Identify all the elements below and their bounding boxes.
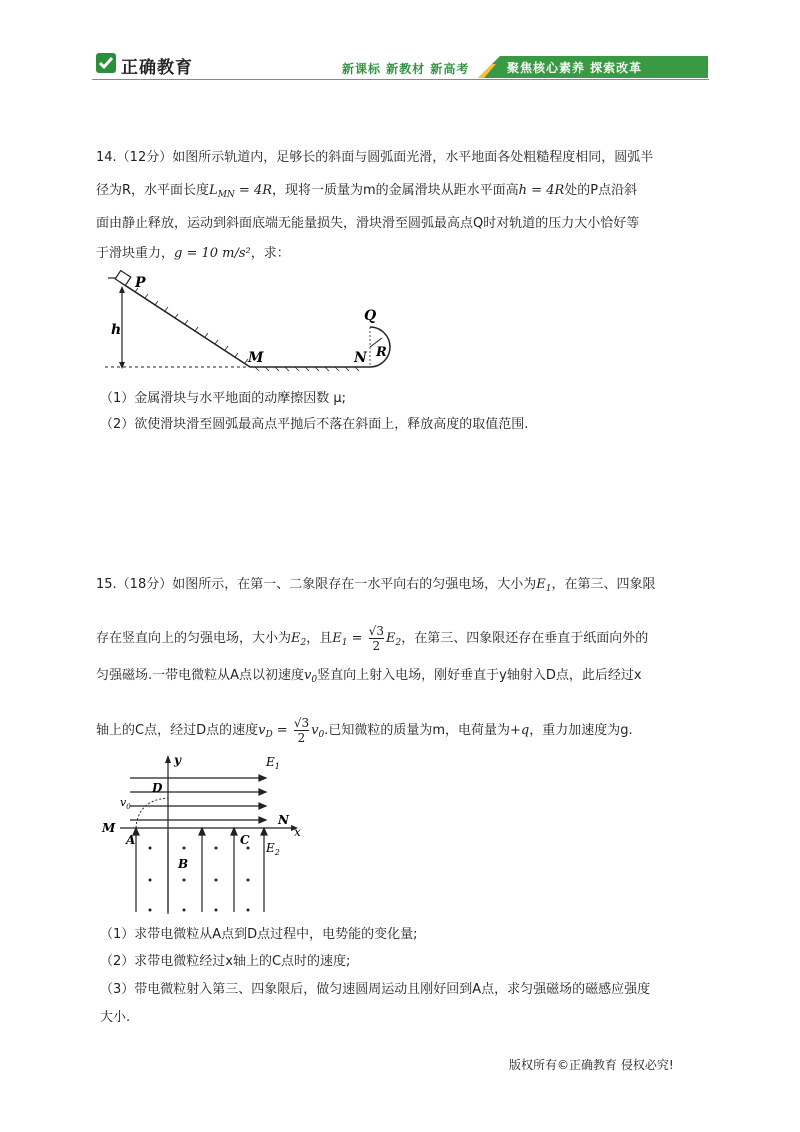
footer-copyright: 版权所有©正确教育 侵权必究! — [509, 1058, 674, 1072]
slogan-left: 新课标 新教材 新高考 — [342, 62, 470, 76]
figure-15 — [98, 752, 318, 917]
q15-sub3a: （3）带电微粒射入第三、四象限后，做匀速圆周运动且刚好回到A点，求匀强磁场的磁感应强度 — [100, 982, 651, 997]
fig15-label-d: D — [152, 781, 163, 795]
fig14-label-p: P — [135, 275, 146, 291]
fig14-slider-block — [115, 271, 131, 286]
header-divider — [92, 79, 709, 80]
q14-line3: 面由静止释放，运动到斜面底端无能量损失，滑块滑至圆弧最高点Q时对轨道的压力大小恰好等 — [96, 216, 640, 231]
q15-line2: 存在竖直向上的匀强电场，大小为$E_2$，且$E_1$ = $\frac{√3}{2}$ $E_2$，在第三、四象限还存在垂直于纸面向外的 — [96, 624, 649, 653]
fig15-label-e1: $E_1$ — [266, 755, 280, 771]
fig15-e1-field-lines — [130, 775, 266, 823]
fig15-label-b: B — [178, 857, 189, 871]
fig15-label-e2: $E_2$ — [266, 841, 280, 857]
q15-line1: 15.（18分）如图所示，在第一、二象限存在一水平向右的匀强电场，大小为$E_1$，在第三、四象限 — [96, 577, 656, 594]
fig15-label-v0: $v_0$ — [120, 796, 131, 811]
q14-line2: 径为R，水平面长度$L_{MN} = 4R$，现将一质量为m的金属滑块从距水平面高h = 4R处的P点沿斜 — [96, 183, 638, 200]
logo-text: 正确教育 — [121, 58, 193, 78]
fig15-label-c: C — [240, 833, 250, 847]
q15-sub2: （2）求带电微粒经过x轴上的C点时的速度; — [100, 954, 351, 969]
logo-check-icon — [96, 53, 116, 73]
q14-sub2: （2）欲使滑块滑至圆弧最高点平抛后不落在斜面上，释放高度的取值范围. — [100, 417, 529, 432]
fig14-label-m: M — [248, 350, 264, 366]
q14-line4: 于滑块重力，g = 10 m/s²，求： — [96, 246, 290, 261]
fig14-label-r: R — [376, 345, 387, 360]
fig15-label-y: y — [174, 753, 181, 767]
q14-line1: 14.（12分）如图所示轨道内，足够长的斜面与圆弧面光滑，水平地面各处粗糙程度相同，圆弧半 — [96, 150, 654, 165]
q15-line3: 匀强磁场.一带电微粒从A点以初速度$v_0$竖直向上射入电场，刚好垂直于y轴射入D点，此后经过x — [96, 668, 642, 685]
fig15-label-x: x — [294, 825, 301, 839]
fig14-label-n: N — [354, 350, 367, 366]
q15-line4: 轴上的C点，经过D点的速度$v_D$ = $\frac{√3}{2}$ $v_0$.已知微粒的质量为m，电荷量为+q，重力加速度为g. — [96, 716, 633, 745]
slogan-right: 聚焦核心素养 探索改革 — [507, 61, 643, 75]
q14-sub1: （1）金属滑块与水平地面的动摩擦因数 μ; — [100, 391, 347, 406]
fig15-label-n: N — [278, 813, 289, 827]
figure-14 — [100, 270, 400, 380]
fig14-label-h: h — [111, 322, 122, 338]
fig15-label-a: A — [126, 833, 136, 847]
fig14-label-q: Q — [364, 308, 377, 324]
fig15-trajectory — [136, 798, 168, 828]
q15-sub3b: 大小. — [100, 1010, 131, 1025]
fig14-incline — [120, 282, 250, 367]
q15-sub1: （1）求带电微粒从A点到D点过程中，电势能的变化量; — [100, 927, 418, 942]
fig15-label-m: M — [102, 821, 116, 835]
fig14-incline-hatch — [125, 281, 248, 363]
